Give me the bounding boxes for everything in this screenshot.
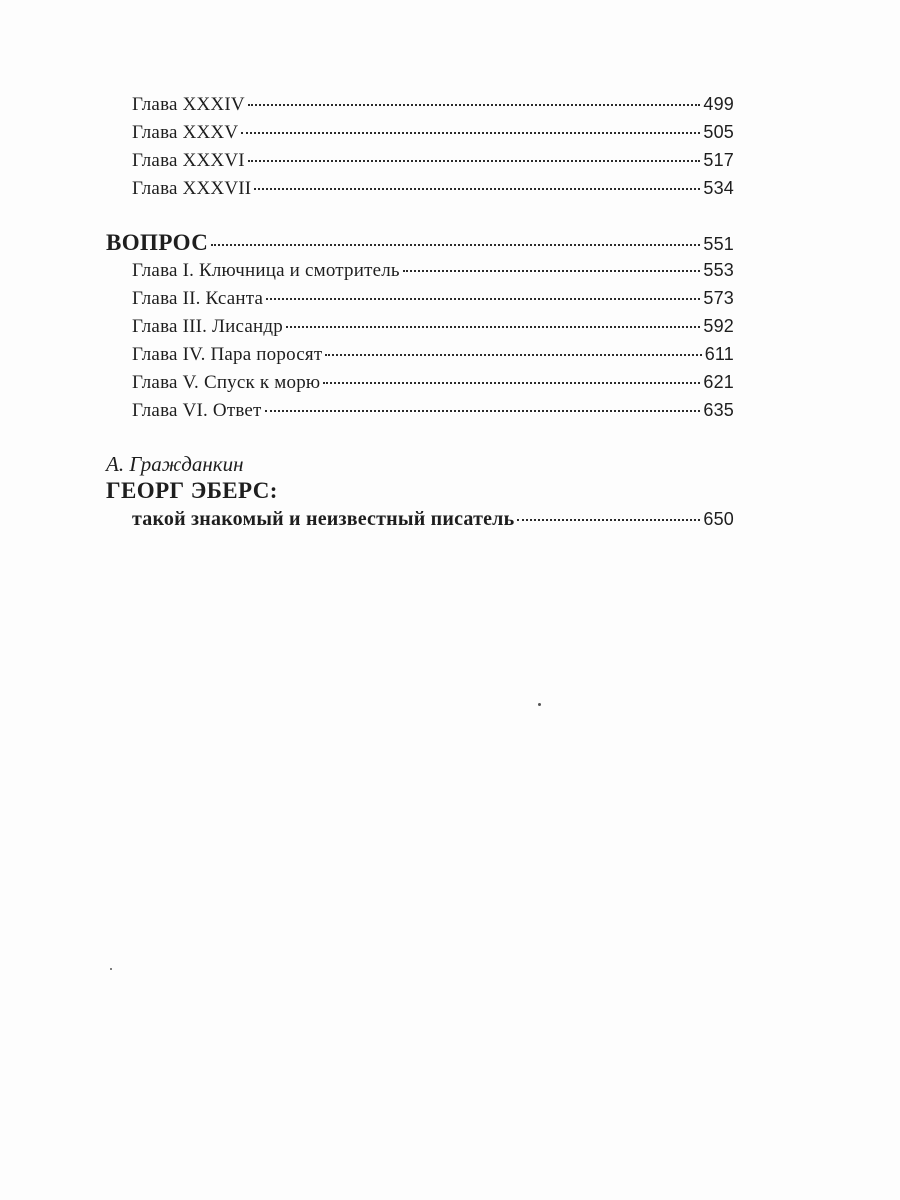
toc-entry-part-chapter-3[interactable] bbox=[132, 316, 734, 344]
toc-entry-part-chapter-1[interactable] bbox=[132, 260, 734, 288]
toc-entry-page: 517 bbox=[703, 150, 734, 170]
dot-leader bbox=[286, 326, 700, 328]
toc-entry-label: Глава III. Лисандр bbox=[132, 316, 283, 337]
dot-leader bbox=[325, 354, 701, 356]
dot-leader bbox=[248, 160, 701, 162]
dot-leader bbox=[211, 244, 700, 246]
toc-entry-label: Глава IV. Пара поросят bbox=[132, 344, 323, 365]
dot-leader bbox=[323, 382, 700, 384]
toc-entry-page: 573 bbox=[703, 288, 734, 308]
toc-entry-chapter-37[interactable] bbox=[132, 178, 734, 206]
toc-entry-part-chapter-4[interactable] bbox=[132, 344, 734, 372]
toc-entry-label: такой знакомый и неизвестный писатель bbox=[132, 508, 515, 530]
toc-entry-essay[interactable] bbox=[132, 508, 734, 536]
toc-entry-page: 499 bbox=[703, 94, 734, 114]
toc-entry-chapter-36[interactable] bbox=[132, 150, 734, 178]
toc-part-vopros[interactable] bbox=[106, 230, 734, 258]
toc-entry-label: Глава XXXVII bbox=[132, 178, 252, 199]
toc-entry-part-chapter-2[interactable] bbox=[132, 288, 734, 316]
toc-entry-page: 553 bbox=[703, 260, 734, 280]
toc-part-label: ВОПРОС bbox=[106, 230, 209, 255]
toc-entry-page: 635 bbox=[703, 400, 734, 420]
toc-entry-label: Глава V. Спуск к морю bbox=[132, 372, 321, 393]
scan-speck bbox=[110, 968, 112, 970]
dot-leader bbox=[254, 188, 700, 190]
dot-leader bbox=[403, 270, 701, 272]
dot-leader bbox=[517, 519, 700, 521]
toc-entry-label: Глава XXXV bbox=[132, 122, 239, 143]
dot-leader bbox=[248, 104, 701, 106]
toc-entry-page: 611 bbox=[704, 344, 734, 364]
toc-entry-page: 505 bbox=[703, 122, 734, 142]
essay-title: ГЕОРГ ЭБЕРС: bbox=[106, 478, 278, 503]
toc-entry-page: 650 bbox=[703, 509, 734, 529]
toc-entry-part-chapter-6[interactable] bbox=[132, 400, 734, 428]
dot-leader bbox=[241, 132, 700, 134]
dot-leader bbox=[266, 298, 700, 300]
dot-leader bbox=[265, 410, 701, 412]
toc-entry-chapter-34[interactable] bbox=[132, 94, 734, 122]
scan-speck bbox=[538, 703, 541, 706]
toc-entry-label: Глава XXXIV bbox=[132, 94, 245, 115]
toc-entry-label: Глава VI. Ответ bbox=[132, 400, 262, 421]
toc-part-page: 551 bbox=[703, 234, 734, 254]
toc-entry-page: 592 bbox=[703, 316, 734, 336]
essay-author: А. Гражданкин bbox=[106, 452, 244, 476]
toc-entry-label: Глава XXXVI bbox=[132, 150, 245, 171]
toc-entry-page: 621 bbox=[703, 372, 734, 392]
toc-entry-label: Глава I. Ключница и смотритель bbox=[132, 260, 400, 281]
toc-entry-label: Глава II. Ксанта bbox=[132, 288, 264, 309]
toc-entry-chapter-35[interactable] bbox=[132, 122, 734, 150]
toc-entry-page: 534 bbox=[703, 178, 734, 198]
toc-entry-part-chapter-5[interactable] bbox=[132, 372, 734, 400]
